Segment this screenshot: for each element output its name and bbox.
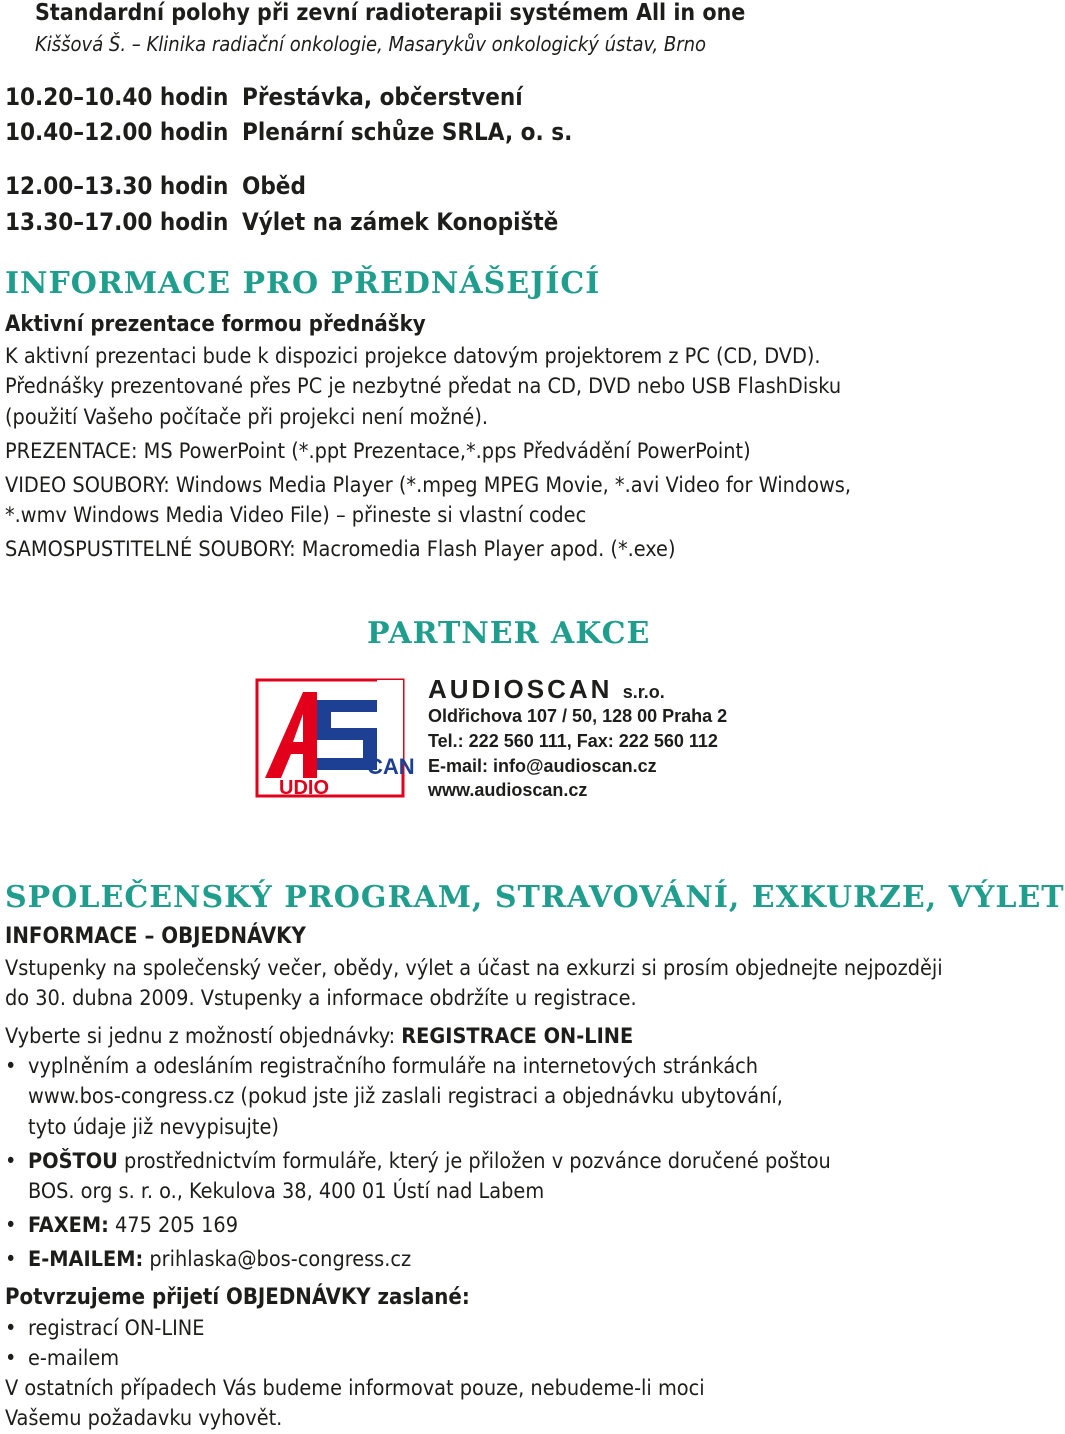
closing-line: Vašemu požadavku vyhovět. xyxy=(5,1406,283,1431)
speakers-line: SAMOSPUSTITELNÉ SOUBORY: Macromedia Flash Player apod. (*.exe) xyxy=(5,537,676,562)
program-time: 10.40–12.00 hodin xyxy=(5,118,229,146)
order-bullet-continuation: BOS. org s. r. o., Kekulova 38, 400 01 Ústí nad Labem xyxy=(28,1179,545,1204)
social-intro-line: Vstupenky na společenský večer, obědy, výlet a účast na exkurzi si prosím objednejte nejpozději xyxy=(5,956,943,981)
audioscan-logo xyxy=(255,678,415,799)
social-heading: SPOLEČENSKÝ PROGRAM, STRAVOVÁNÍ, EXKURZE, VÝLET xyxy=(5,880,1065,915)
order-bullet-continuation: tyto údaje již nevypisujte) xyxy=(28,1115,279,1140)
speakers-line: VIDEO SOUBORY: Windows Media Player (*.mpeg MPEG Movie, *.avi Video for Windows, xyxy=(5,473,852,498)
order-options-online: REGISTRACE ON-LINE xyxy=(401,1024,634,1049)
partner-heading: PARTNER AKCE xyxy=(367,616,651,651)
order-bullet xyxy=(5,1149,831,1174)
bullet-icon: • xyxy=(5,1346,17,1371)
program-label: Přestávka, občerstvení xyxy=(242,83,523,111)
speakers-line: K aktivní prezentaci bude k dispozici projekce datovým projektorem z PC (CD, DVD). xyxy=(5,344,821,369)
order-bullet xyxy=(5,1213,238,1238)
order-bullet-continuation: www.bos-congress.cz (pokud jste již zaslali registraci a objednávku ubytování, xyxy=(28,1084,783,1109)
order-bullet-text: prihlaska@bos-congress.cz xyxy=(143,1247,412,1272)
company-name xyxy=(428,674,665,705)
order-bullet-text: prostřednictvím formuláře, který je přiložen v pozvánce doručené poštou xyxy=(117,1149,831,1174)
speakers-heading: INFORMACE PRO PŘEDNÁŠEJÍCÍ xyxy=(5,266,601,301)
bullet-icon: • xyxy=(5,1054,17,1079)
bullet-icon: • xyxy=(5,1247,17,1272)
speakers-line: Přednášky prezentované přes PC je nezbytné předat na CD, DVD nebo USB FlashDisku xyxy=(5,374,842,399)
program-time: 13.30–17.00 hodin xyxy=(5,208,229,236)
confirm-heading: Potvrzujeme přijetí OBJEDNÁVKY zaslané: xyxy=(5,1285,470,1310)
order-bullet-text: vyplněním a odesláním registračního formuláře na internetových stránkách xyxy=(28,1054,759,1079)
order-bullet xyxy=(5,1247,411,1272)
program-time: 12.00–13.30 hodin xyxy=(5,172,229,200)
speakers-line: PREZENTACE: MS PowerPoint (*.ppt Prezentace,*.pps Předvádění PowerPoint) xyxy=(5,439,751,464)
social-intro-line: do 30. dubna 2009. Vstupenky a informace obdržíte u registrace. xyxy=(5,986,637,1011)
company-name-text: AUDIOSCAN xyxy=(428,674,613,704)
order-bullet-bold: E-MAILEM: xyxy=(28,1247,144,1272)
logo-audio-text: UDIO xyxy=(279,777,329,799)
bullet-icon: • xyxy=(5,1149,17,1174)
order-bullet-bold: POŠTOU xyxy=(28,1149,118,1174)
talk-author: Kiššová Š. – Klinika radiační onkologie, Masarykův onkologický ústav, Brno xyxy=(35,32,707,56)
social-subheading: INFORMACE – OBJEDNÁVKY xyxy=(5,924,306,949)
order-bullet-bold: FAXEM: xyxy=(28,1213,109,1238)
order-options-prefix: Vyberte si jednu z možností objednávky: xyxy=(5,1024,402,1049)
company-phone: Tel.: 222 560 111, Fax: 222 560 112 xyxy=(428,731,718,751)
bullet-icon: • xyxy=(5,1213,17,1238)
order-bullet xyxy=(5,1054,758,1079)
closing-line: V ostatních případech Vás budeme informovat pouze, nebudeme-li moci xyxy=(5,1376,705,1401)
order-bullet-text: 475 205 169 xyxy=(108,1213,239,1238)
program-label: Plenární schůze SRLA, o. s. xyxy=(242,118,573,146)
bullet-icon: • xyxy=(5,1316,17,1341)
confirm-bullet xyxy=(5,1346,119,1371)
company-email[interactable]: E-mail: info@audioscan.cz xyxy=(428,756,657,776)
company-address: Oldřichova 107 / 50, 128 00 Praha 2 xyxy=(428,706,728,726)
confirm-bullet-text: registrací ON-LINE xyxy=(28,1316,205,1341)
speakers-line: *.wmv Windows Media Video File) – přineste si vlastní codec xyxy=(5,503,587,528)
program-time: 10.20–10.40 hodin xyxy=(5,83,229,111)
company-suffix: s.r.o. xyxy=(622,682,665,702)
confirm-bullet-text: e-mailem xyxy=(28,1346,120,1371)
company-website-link[interactable]: www.audioscan.cz xyxy=(428,780,588,800)
order-options-line xyxy=(5,1024,633,1049)
talk-title: Standardní polohy při zevní radioterapii systémem All in one xyxy=(35,0,746,26)
program-label: Výlet na zámek Konopiště xyxy=(242,208,559,236)
confirm-bullet xyxy=(5,1316,204,1341)
speakers-line: (použití Vašeho počítače při projekci není možné). xyxy=(5,405,489,430)
logo-can-text: CAN xyxy=(367,754,415,779)
logo-letter-a xyxy=(265,692,317,778)
program-label: Oběd xyxy=(242,172,306,200)
speakers-subheading: Aktivní prezentace formou přednášky xyxy=(5,312,426,337)
